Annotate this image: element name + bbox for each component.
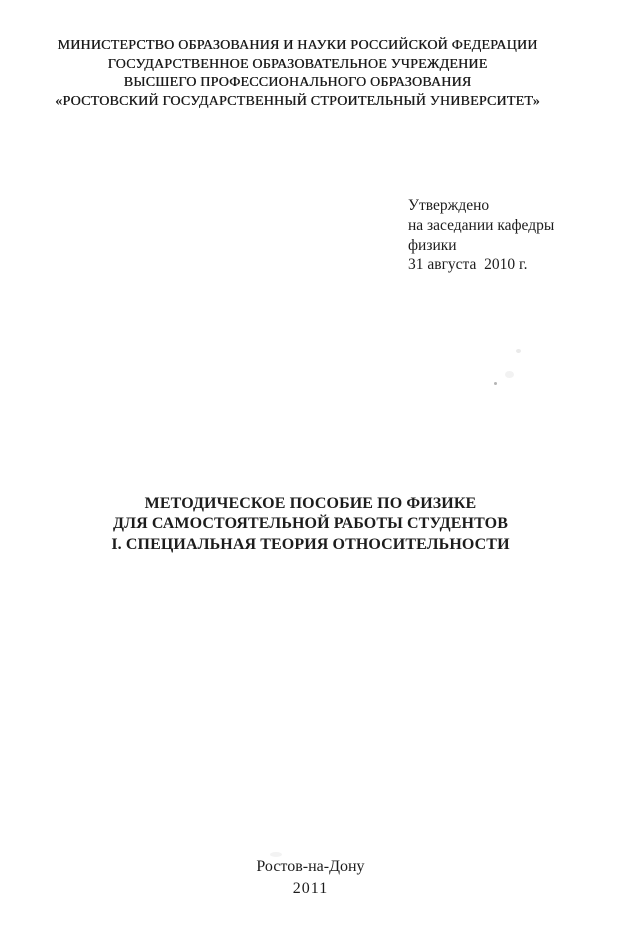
- ministry-header-line-2: ГОСУДАРСТВЕННОЕ ОБРАЗОВАТЕЛЬНОЕ УЧРЕЖДЕНИЕ: [107, 56, 488, 72]
- document-title-line-1: МЕТОДИЧЕСКОЕ ПОСОБИЕ ПО ФИЗИКЕ: [144, 495, 477, 512]
- scan-artifact: [505, 371, 514, 378]
- ministry-header-line-3: ВЫСШЕГО ПРОФЕССИОНАЛЬНОГО ОБРАЗОВАНИЯ: [123, 75, 472, 91]
- document-title-line-3: I. СПЕЦИАЛЬНАЯ ТЕОРИЯ ОТНОСИТЕЛЬНОСТИ: [111, 535, 510, 553]
- approval-line-3: физики: [408, 236, 457, 254]
- scan-artifact: [516, 349, 521, 353]
- approval-line-1: Утверждено: [408, 197, 490, 214]
- document-title-line-2: ДЛЯ САМОСТОЯТЕЛЬНОЙ РАБОТЫ СТУДЕНТОВ: [113, 515, 508, 533]
- ministry-header-line-1: МИНИСТЕРСТВО ОБРАЗОВАНИЯ И НАУКИ РОССИЙСКОЙ ФЕДЕРАЦИИ: [57, 38, 538, 53]
- imprint-footer: [0, 856, 621, 899]
- ministry-header-line-4: «РОСТОВСКИЙ ГОСУДАРСТВЕННЫЙ СТРОИТЕЛЬНЫЙ УНИВЕРСИТЕТ»: [55, 93, 540, 109]
- imprint-city: Ростов-на-Дону: [256, 858, 365, 875]
- approval-block: [408, 196, 554, 275]
- ministry-header: [0, 37, 608, 111]
- approval-line-2: на заседании кафедры: [408, 216, 555, 234]
- document-title: [0, 494, 621, 555]
- approval-date: 31 августа 2010 г.: [408, 256, 528, 274]
- scan-artifact: [494, 382, 497, 385]
- imprint-year: 2011: [292, 879, 329, 897]
